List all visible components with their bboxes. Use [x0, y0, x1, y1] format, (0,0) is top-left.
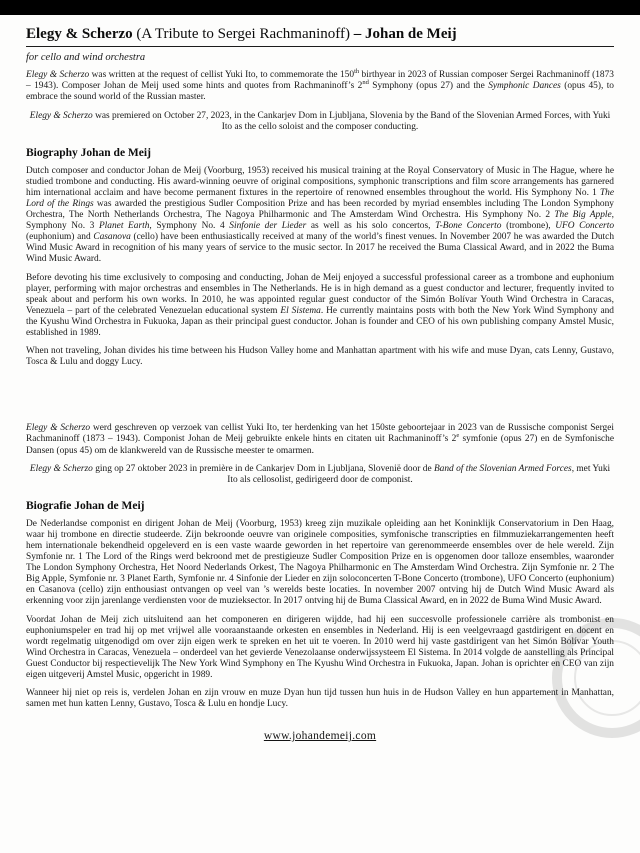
title-work-name: Elegy & Scherzo — [26, 26, 133, 42]
title-composer-name: – Johan de Meij — [350, 26, 457, 42]
title-tribute: (A Tribute to Sergei Rachmaninoff) — [132, 26, 350, 42]
text-segment: , Symphony No. 4 — [149, 221, 230, 232]
document-body — [26, 70, 614, 710]
section-gap — [26, 368, 614, 416]
text-segment: was written at the request of cellist Yuki Ito, to commemorate the 150 — [89, 70, 355, 81]
text-segment: Voordat Johan de Meij zich uitsluitend aan het componeren en dirigeren wijdde, had hij een succesvolle professionele carrière als trombonist en euphoniumspeler en trad hij op met vrijwel alle vooraanstaande orkesten en ensembles in Nederland. Hij is een veelgevraagd gastdirigent en docent en wordt regelmatig uitgenodigd om over zijn eigen werk te spreken en het uit te voeren. In 2010 werd hij vaste gastdirigent van het Simón Bolívar Youth Wind Orchestra in Caracas, Venezuela – onderdeel van het gevierde Venezolaanse onderwijssysteem El Sistema. In 2014 volgde de aanstelling als Principal Guest Conductor bij respectievelijk The New York Wind Symphony en The Kyushu Wind Orchestra in Fukuoka, Japan. Johan is oprichter en CEO van zijn eigen uitgeverij Amstel Music, opgericht in 1989. — [26, 614, 614, 680]
text-segment: De Nederlandse componist en dirigent Johan de Meij (Voorburg, 1953) kreeg zijn muzikale opleiding aan het Koninklijk Conservatorium in Den Haag, waar hij trombone en directie studeerde. Zijn bekroonde oeuvre van originele composities, symfonische transcripties en filmmuziekarrangementen heeft hem internationale bekendheid opgeleverd en is een vaste waarde geworden in het repertoire van gerenommeerde ensembles over de hele wereld. Zijn Symfonie nr. 1 The Lord of the Rings werd bekroond met de prestigieuze Sudler Composition Prize en is opgenomen door talloze ensembles, waaronder The London Symphony Orchestra, Het Noord Nederlands Orkest, The Nagoya Philharmonic en The Amsterdam Wind Orchestra. Zijn Symfonie nr. 2 The Big Apple, Symfonie nr. 3 Planet Earth, Symfonie nr. 4 Sinfonie der Lieder en zijn soloconcerten T-Bone Concerto (trombone), UFO Concerto (euphonium) en Casanova (cello) zijn enthousiast ontvangen op veel van ’s werelds beste locaties. In november 2007 ontving hij de Dutch Wind Music Award als erkenning voor zijn jarenlange verdiensten voor de muzieksector. In 2017 ontving hij de Buma Classical Award, en in 2022 de Buma Wind Music Award. — [26, 518, 614, 607]
subtitle: for cello and wind orchestra — [26, 52, 146, 64]
text-segment: Band of the Slovenian Armed Forces — [433, 463, 572, 474]
text-segment: Before devoting his time exclusively to composing and conducting, Johan de Meij enjoyed a successful professional career as a trombone and euphonium player, performing with major orchestras and ensembles in The Netherlands. He is in high demand as a guest conductor and lecturer, frequently invited to speak about and perform his own works. In 2010, he was appointed regular guest conductor of the Simón Bolívar Youth Wind Orchestra in Caracas, Venezuela – part of the celebrated Venezuelan educational system — [26, 272, 614, 316]
text-segment: When not traveling, Johan divides his time between his Hudson Valley home and Manhattan apartment with his wife and muse Dyan, cats Lenny, Gustavo, Tosca & Lulu and doggy Lucy. — [26, 346, 614, 368]
text-segment: symfonie (opus 27) en de Symfonische Dansen (opus 45) om de klankwereld van de Russische meester te omarmen. — [26, 434, 614, 456]
para-nl-intro — [26, 423, 614, 456]
heading-biography-nl: Biografie Johan de Meij — [26, 499, 145, 512]
text-segment: Elegy & Scherzo — [29, 110, 93, 121]
text-segment: , Symphony No. 3 — [26, 210, 614, 232]
para-nl-bio-2 — [26, 615, 614, 682]
text-segment: UFO Concerto — [555, 221, 615, 232]
text-segment: nd — [362, 79, 369, 87]
text-segment: Wanneer hij niet op reis is, verdelen Johan en zijn vrouw en muze Dyan hun tijd tussen hun huis in de Hudson Valley en hun appartement in Manhattan, samen met hun katten Lenny, Gustavo, Tosca & Lulu en hondje Lucy. — [26, 688, 614, 710]
text-segment: ging op 27 oktober 2023 in première in de Cankarjev Dom in Ljubljana, Slovenië door de — [92, 463, 434, 474]
text-segment: (trombone), — [501, 221, 556, 232]
para-nl-premiere — [26, 464, 614, 486]
para-en-intro — [26, 70, 614, 103]
text-segment: T-Bone Concerto — [435, 221, 502, 232]
text-segment: as well as his solo concertos, — [306, 221, 436, 232]
top-bar — [0, 0, 640, 15]
text-segment: birthyear in 2023 of Russian composer Sergei Rachmaninoff (1873 – 1943). Composer Johan de Meij used some hints and quotes from Rachmaninoff’s 2 — [26, 70, 614, 92]
text-segment: Planet Earth — [98, 221, 150, 232]
para-en-personal — [26, 346, 614, 368]
title-rule — [26, 46, 614, 47]
text-segment: The Big Apple — [554, 210, 612, 221]
text-segment: Elegy & Scherzo — [26, 70, 90, 81]
text-segment: Sinfonie der Lieder — [229, 221, 307, 232]
text-segment: Elegy & Scherzo — [26, 423, 91, 434]
text-segment: werd geschreven op verzoek van cellist Yuki Ito, ter herdenking van het 150ste geboortejaar in 2023 van de Russische componist Sergei Rachmaninoff (1873 – 1943). Componist Johan de Meij gebruikte enkele hints en citaten uit Rachmaninoff’s 2 — [26, 423, 614, 445]
website-link[interactable]: www.johandemeij.com — [263, 730, 377, 743]
para-en-bio-1 — [26, 166, 614, 266]
footer — [26, 726, 614, 744]
text-segment: . He currently maintains posts with both the New York Wind Symphony and the Kyushu Wind Orchestra in Fukuoka, Japan as their principal guest conductor. Johan is founder and CEO of his own publishing company Amstel Music, established in 1989. — [26, 305, 614, 339]
para-nl-personal — [26, 688, 614, 710]
text-segment: (cello) have been enthusiastically received at many of the world’s finest venues. In November 2007 he was awarded the Dutch Wind Music Award in recognition of his many years of service to the music sector. In 2017 he received the Buma Classical Award, and in 2022 the Buma Wind Music Award. — [26, 232, 615, 265]
text-segment: El Sistema — [280, 305, 321, 316]
para-en-premiere — [26, 111, 614, 133]
text-segment: (opus 45), to embrace the sound world of the Russian master. — [26, 81, 614, 103]
page-title — [26, 26, 614, 43]
page-content — [0, 15, 640, 760]
text-segment: th — [354, 68, 360, 76]
text-segment: , met Yuki Ito als cellosolist, gedirigeerd door de componist. — [227, 463, 611, 485]
text-segment: (euphonium) and — [26, 232, 94, 243]
para-nl-bio-1 — [26, 519, 614, 608]
text-segment: was awarded the prestigious Sudler Composition Prize and has been recorded by myriad ensembles including The London Symphony Orchestra, The North Netherlands Orchestra, The Nagoya Philharmonic and The Amsterdam Wind Orchestra. His Symphony No. 2 — [26, 199, 614, 221]
text-segment: Symphonic Dances — [488, 81, 561, 92]
para-en-bio-2 — [26, 273, 614, 340]
text-segment: Symphony (opus 27) and the — [368, 81, 489, 92]
text-segment: Elegy & Scherzo — [29, 463, 93, 474]
heading-biography-en: Biography Johan de Meij — [26, 146, 151, 159]
text-segment: e — [456, 432, 460, 440]
text-segment: The Lord of the Rings — [26, 187, 614, 209]
text-segment: Casanova — [93, 232, 131, 243]
text-segment: Dutch composer and conductor Johan de Meij (Voorburg, 1953) received his musical training at the Royal Conservatory of Music in The Hague, where he studied trombone and conducting. His award-winning oeuvre of original compositions, symphonic transcriptions and film score arrangements has garnered him international acclaim and have become permanent fixtures in the repertoire of renowned ensembles throughout the world. His Symphony No. 1 — [26, 165, 614, 198]
text-segment: was premiered on October 27, 2023, in the Cankarjev Dom in Ljubljana, Slovenia by the Band of the Slovenian Armed Forces, with Yuki Ito as the cello soloist and the composer conducting. — [92, 110, 611, 132]
